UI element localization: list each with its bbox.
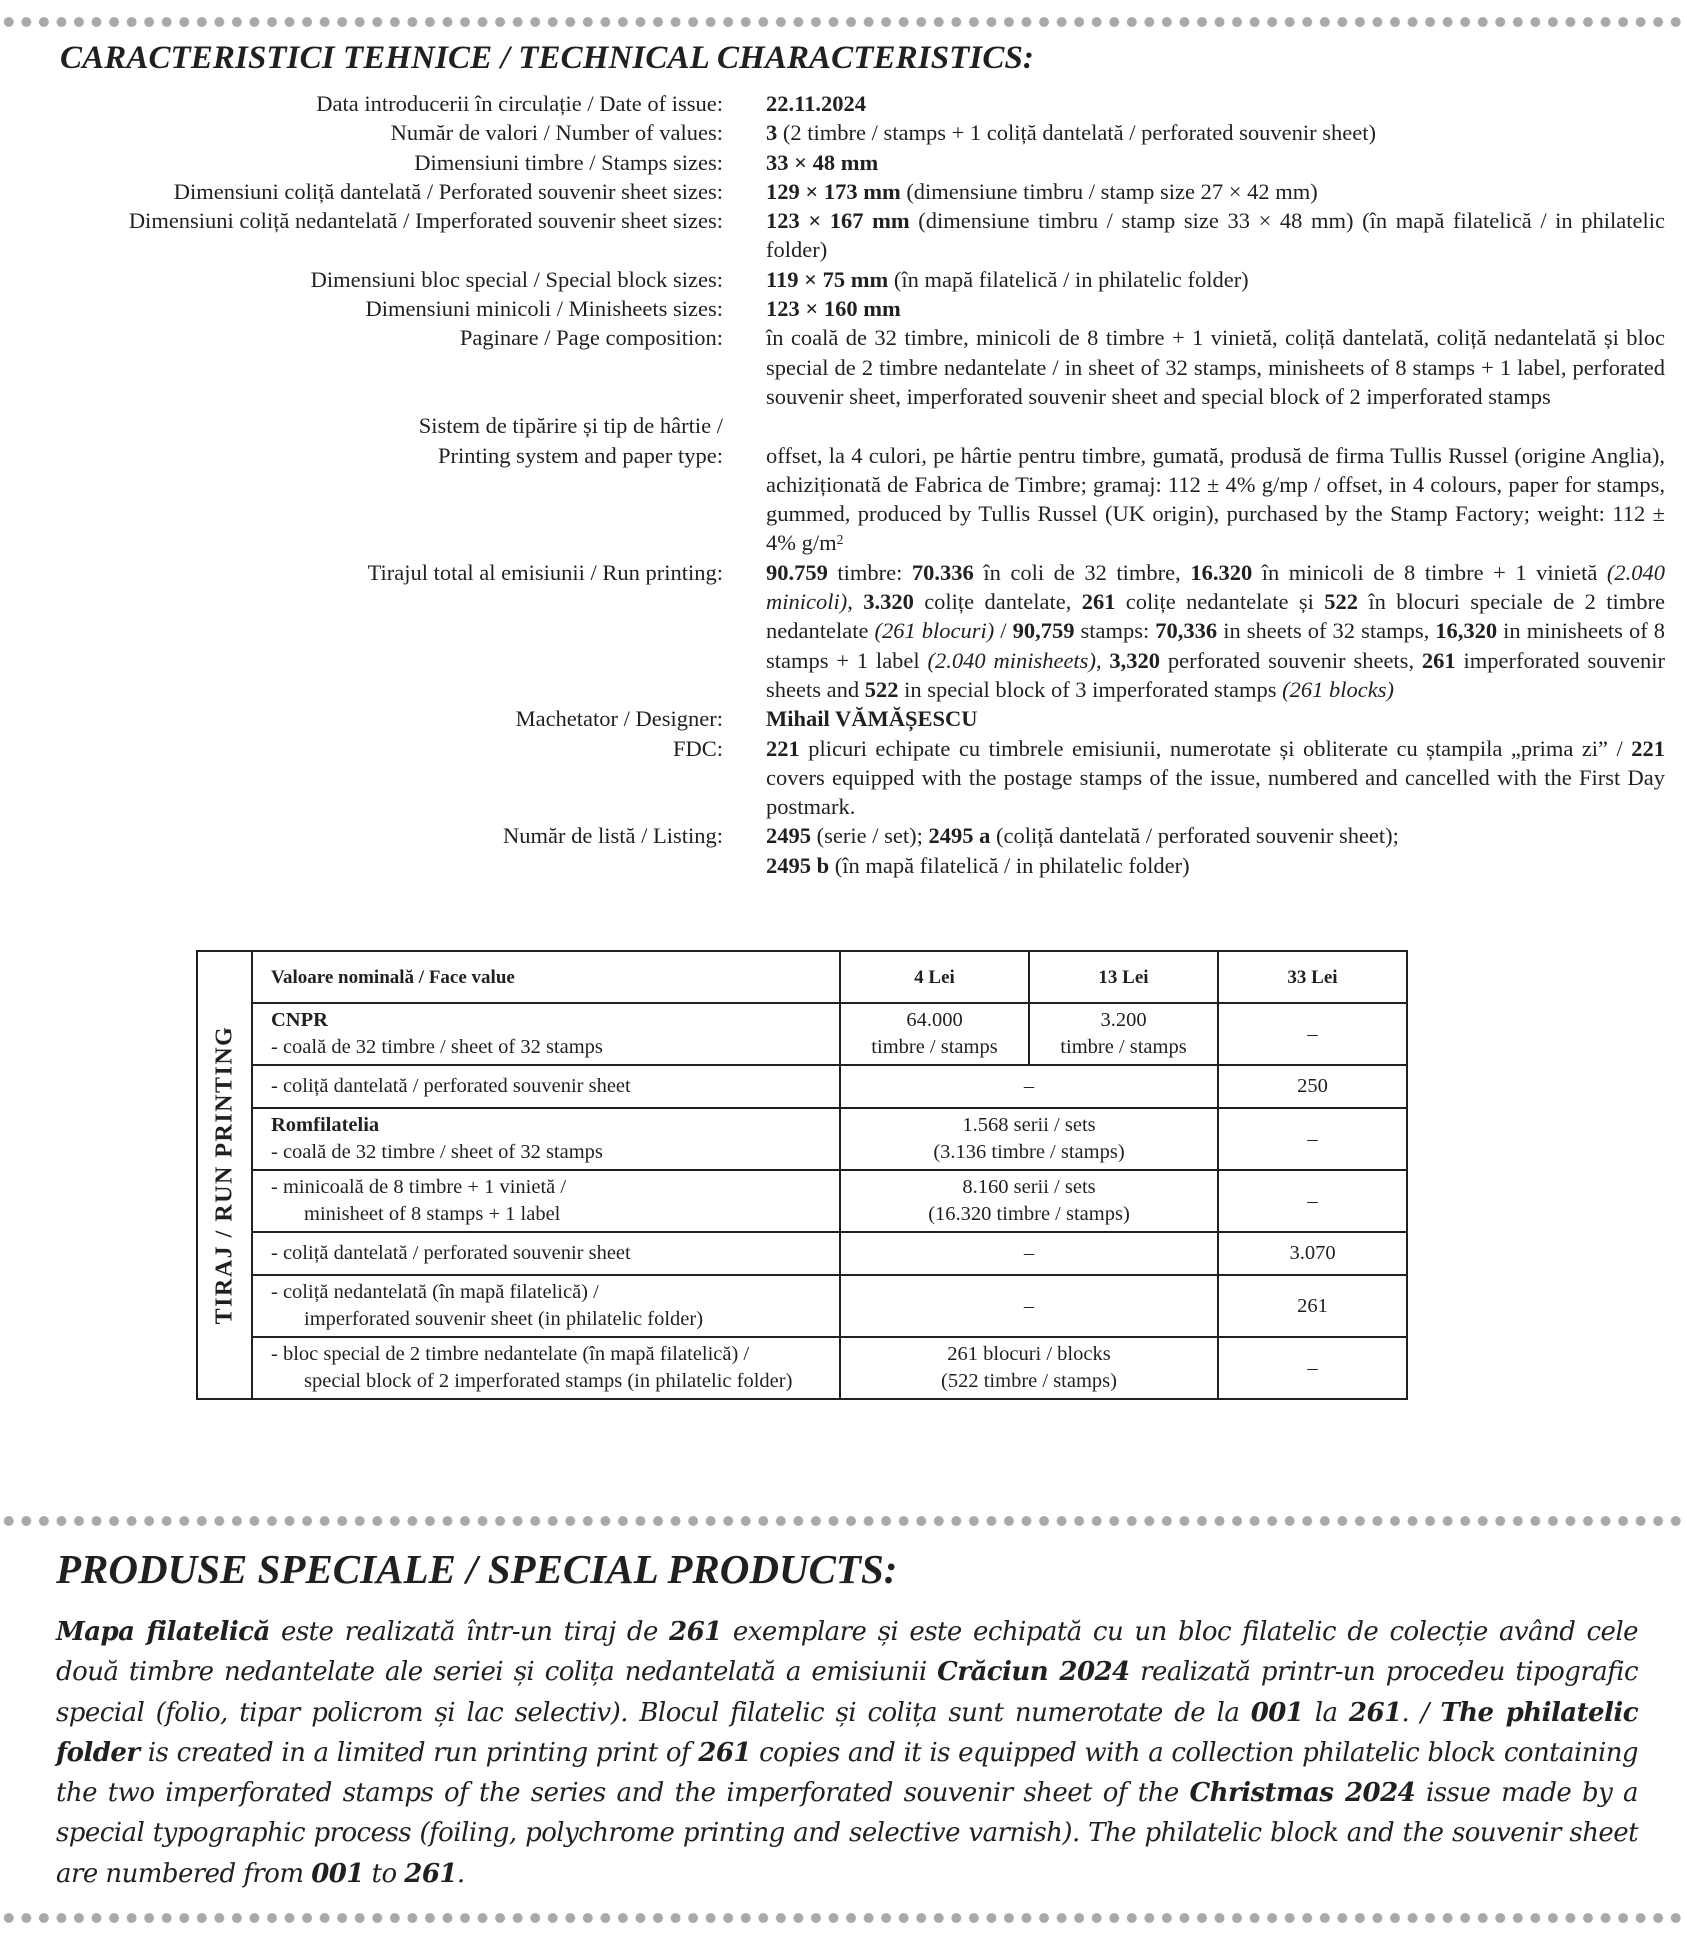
row-desc: - coliță dantelată / perforated souvenir sheet bbox=[252, 1232, 840, 1275]
spec-label-2: Printing system and paper type: bbox=[438, 442, 723, 468]
spec-value: 33 × 48 mm bbox=[766, 149, 879, 175]
para-text: la bbox=[1303, 1697, 1349, 1728]
para-text: exemplare și este echipată cu un bloc filatelic de colecție având cele două timbre nedantelate ale seriei și colița nedantelată a emisiunii bbox=[56, 1617, 1638, 1688]
run-text: 16,320 bbox=[1435, 618, 1498, 644]
cell-value: 3.070 bbox=[1218, 1232, 1407, 1275]
spec-label: Dimensiuni minicoli / Minisheets sizes: bbox=[365, 296, 723, 322]
table-row bbox=[197, 1275, 1407, 1337]
run-text: 70,336 bbox=[1155, 618, 1218, 644]
table-row bbox=[197, 1232, 1407, 1275]
cell-value: (522 timbre / stamps) bbox=[941, 1370, 1117, 1392]
spec-minisheet bbox=[0, 294, 1687, 323]
run-text: 3,320 bbox=[1109, 647, 1161, 673]
spec-value: offset, la 4 culori, pe hârtie pentru timbre, gumată, produsă de firma Tullis Russel (origine Anglia), achiziționată de Fabrica de Timbre; gramaj: 112 ± 4% g/mp / offset, in 4 colours, paper for stamps, gummed, produced by Tullis Russel (UK origin), purchased by the Stamp Factory; weight: 112 ± 4% g/m bbox=[766, 442, 1665, 556]
spec-label: Dimensiuni timbre / Stamps sizes: bbox=[414, 149, 723, 175]
spec-perf-sheet bbox=[0, 177, 1687, 206]
row-desc: - coală de 32 timbre / sheet of 32 stamps bbox=[271, 1036, 603, 1058]
spec-imperf-sheet bbox=[0, 206, 1687, 265]
special-products-title: PRODUSE SPECIALE / SPECIAL PRODUCTS: bbox=[56, 1546, 898, 1592]
spec-value: Mihail VĂMĂȘESCU bbox=[766, 706, 978, 732]
row-desc: - coliță dantelată / perforated souvenir sheet bbox=[252, 1065, 840, 1108]
listing-text: (serie / set); bbox=[811, 823, 929, 849]
para-text: 261 bbox=[698, 1737, 751, 1768]
spec-value-rest: (2 timbre / stamps + 1 coliță dantelată / perforated souvenir sheet) bbox=[777, 120, 1376, 146]
row-group-title: Romfilatelia bbox=[271, 1114, 380, 1136]
para-text: is created in a limited run printing print of bbox=[139, 1737, 699, 1768]
run-text: in special block of 3 imperforated stamps bbox=[898, 676, 1283, 702]
spec-label: Număr de listă / Listing: bbox=[503, 823, 723, 849]
para-text: 001 bbox=[1250, 1697, 1304, 1728]
spec-value-rest: (în mapă filatelică / in philatelic folder) bbox=[888, 266, 1249, 292]
cell-value: 8.160 serii / sets bbox=[962, 1176, 1096, 1198]
row-desc: - minicoală de 8 timbre + 1 vinietă / bbox=[271, 1176, 567, 1198]
para-text: 001 bbox=[311, 1858, 364, 1889]
table-header-row bbox=[197, 951, 1407, 1003]
dotted-divider-middle bbox=[0, 1515, 1687, 1527]
spec-value: 22.11.2024 bbox=[766, 91, 867, 116]
header-4-lei: 4 Lei bbox=[840, 951, 1029, 1003]
spec-value bbox=[766, 558, 1665, 704]
run-text: colițe dantelate, bbox=[913, 589, 1082, 615]
run-text: în coli de 32 timbre, bbox=[973, 559, 1191, 585]
spec-fdc bbox=[0, 734, 1687, 822]
cell-value: timbre / stamps bbox=[871, 1036, 998, 1058]
side-label-cell bbox=[197, 951, 252, 1399]
cell-value: – bbox=[1218, 1108, 1407, 1170]
listing-text: 2495 bbox=[766, 823, 811, 849]
listing-text: (în mapă filatelică / in philatelic folder) bbox=[829, 852, 1190, 878]
run-text: (2.040 minicoli) bbox=[766, 559, 1665, 615]
para-text: 261 bbox=[1348, 1697, 1402, 1728]
run-text: , bbox=[1095, 647, 1110, 673]
run-text: în minicoli de 8 timbre + 1 vinietă bbox=[1252, 559, 1607, 585]
cell-value: (3.136 timbre / stamps) bbox=[933, 1141, 1125, 1163]
spec-label: Paginare / Page composition: bbox=[459, 325, 723, 351]
para-text: realizată printr-un procedeu tipografic special (folio, tipar policrom și lac selectiv). Blocul filatelic și colița sunt numerotate de la bbox=[56, 1657, 1638, 1728]
table-row bbox=[197, 1170, 1407, 1232]
row-desc: - coală de 32 timbre / sheet of 32 stamps bbox=[271, 1141, 603, 1163]
special-products-paragraph bbox=[56, 1612, 1638, 1894]
run-text: imperforated souvenir sheets and bbox=[766, 647, 1665, 702]
row-desc-2: imperforated souvenir sheet (in philatelic folder) bbox=[304, 1308, 704, 1330]
spec-run bbox=[0, 558, 1687, 704]
spec-label: Machetator / Designer: bbox=[515, 706, 723, 732]
listing-text: 2495 b bbox=[766, 852, 830, 878]
cell-value: – bbox=[840, 1232, 1218, 1275]
spec-value-rest: (dimensiune timbru / stamp size 27 × 42 mm) bbox=[900, 178, 1318, 204]
run-text: in minisheets of 8 stamps + 1 label bbox=[766, 618, 1666, 673]
table-row bbox=[197, 1003, 1407, 1065]
run-text: (261 blocuri) bbox=[874, 618, 995, 644]
spec-label: Număr de valori / Number of values: bbox=[390, 120, 723, 146]
spec-value: 123 × 160 mm bbox=[766, 296, 901, 322]
para-text: to bbox=[363, 1858, 405, 1889]
cell-value: – bbox=[1218, 1003, 1407, 1065]
cell-value: – bbox=[840, 1275, 1218, 1337]
cell-value: 3.200 bbox=[1100, 1009, 1147, 1031]
cell-value: 1.568 serii / sets bbox=[962, 1114, 1096, 1136]
run-text: în blocuri speciale de 2 timbre nedantelate bbox=[766, 589, 1665, 644]
cell-value: 64.000 bbox=[906, 1009, 963, 1031]
run-text: , bbox=[847, 589, 864, 615]
run-text: timbre: bbox=[827, 559, 912, 585]
spec-value: în coală de 32 timbre, minicoli de 8 timbre + 1 vinietă, coliță dantelată, coliță nedantelată și bloc special de 2 timbre nedantelate / in sheet of 32 stamps, minisheets of 8 stamps + 1 label, perforated souvenir sheet, imperforated souvenir sheet and special block of 2 imperforated stamps bbox=[766, 325, 1665, 409]
spec-date bbox=[0, 89, 1687, 118]
para-text: 261 bbox=[404, 1858, 457, 1889]
run-text: 522 bbox=[1324, 589, 1358, 615]
run-text: 70.336 bbox=[911, 559, 974, 585]
row-desc-2: minisheet of 8 stamps + 1 label bbox=[304, 1203, 561, 1225]
specs-list bbox=[0, 89, 1687, 880]
cell-value: 261 bbox=[1218, 1275, 1407, 1337]
spec-value: 129 × 173 mm bbox=[766, 178, 901, 204]
para-text: 261 bbox=[669, 1617, 722, 1647]
spec-label: Sistem de tipărire și tip de hârtie / bbox=[418, 413, 723, 439]
spec-value: 119 × 75 mm bbox=[766, 266, 889, 292]
cell-value: – bbox=[840, 1065, 1218, 1108]
listing-text: (coliță dantelată / perforated souvenir sheet); bbox=[990, 823, 1399, 849]
spec-label: Dimensiuni coliță nedantelată / Imperforated souvenir sheet sizes: bbox=[128, 208, 723, 234]
cell-value: 261 blocuri / blocks bbox=[947, 1343, 1111, 1365]
table-row bbox=[197, 1065, 1407, 1108]
spec-value: 123 × 167 mm bbox=[766, 208, 910, 234]
run-printing-table-wrap bbox=[196, 950, 1408, 1400]
technical-characteristics-title: CARACTERISTICI TEHNICE / TECHNICAL CHARACTERISTICS: bbox=[60, 40, 1035, 76]
run-text: 261 bbox=[1421, 647, 1456, 673]
spec-stamp-size bbox=[0, 148, 1687, 177]
spec-label: FDC: bbox=[672, 735, 723, 761]
row-desc: - coliță nedantelată (în mapă filatelică) / bbox=[271, 1281, 599, 1303]
fdc-text: plicuri echipate cu timbrele emisiunii, numerotate și obliterate cu ștampila „prima zi” / bbox=[799, 735, 1632, 761]
dotted-divider-bottom bbox=[0, 1912, 1687, 1924]
header-face-value: Valoare nominală / Face value bbox=[252, 951, 840, 1003]
spec-value-rest: (dimensiune timbru / stamp size 33 × 48 mm) (în mapă filatelică / in philatelic folder) bbox=[766, 208, 1666, 263]
para-text: Christmas 2024 bbox=[1189, 1778, 1416, 1809]
para-text: este realizată într-un tiraj de bbox=[269, 1617, 670, 1647]
spec-value bbox=[766, 734, 1665, 822]
run-text: stamps: bbox=[1074, 618, 1156, 644]
spec-value bbox=[766, 821, 1665, 880]
spec-listing bbox=[0, 821, 1687, 880]
fdc-text: 221 bbox=[1631, 735, 1665, 761]
cell-value: (16.320 timbre / stamps) bbox=[928, 1203, 1130, 1225]
run-text: 522 bbox=[864, 676, 899, 702]
spec-label: Dimensiuni bloc special / Special block sizes: bbox=[310, 266, 723, 292]
run-text: (261 blocks) bbox=[1282, 676, 1394, 702]
cell-value: – bbox=[1218, 1337, 1407, 1399]
spec-value: 3 bbox=[766, 120, 778, 146]
para-text: issue made by a special typographic process (foiling, polychrome printing and selective varnish). The philatelic block and the souvenir sheet are numbered from bbox=[56, 1778, 1638, 1889]
cell-value: timbre / stamps bbox=[1060, 1036, 1187, 1058]
side-label: TIRAJ / RUN PRINTING bbox=[211, 1025, 237, 1325]
cell-value: 250 bbox=[1218, 1065, 1407, 1108]
spec-block bbox=[0, 265, 1687, 294]
dotted-divider-top bbox=[0, 16, 1687, 28]
row-desc-2: special block of 2 imperforated stamps (in philatelic folder) bbox=[304, 1370, 793, 1392]
run-text: / bbox=[994, 618, 1013, 644]
run-text: 261 bbox=[1081, 589, 1116, 615]
row-desc: - bloc special de 2 timbre nedantelate (în mapă filatelică) / bbox=[271, 1343, 750, 1365]
spec-label: Data introducerii în circulație / Date of issue: bbox=[316, 91, 723, 116]
run-text: 3.320 bbox=[863, 589, 914, 615]
run-text: (2.040 minisheets) bbox=[927, 647, 1096, 673]
fdc-text: 221 bbox=[766, 735, 800, 761]
para-text: The philatelic folder bbox=[56, 1697, 1638, 1768]
run-printing-table bbox=[196, 950, 1408, 1400]
table-row bbox=[197, 1108, 1407, 1170]
header-13-lei: 13 Lei bbox=[1029, 951, 1218, 1003]
row-group-title: CNPR bbox=[271, 1009, 328, 1031]
fdc-text: covers equipped with the postage stamps of the issue, numbered and cancelled with the First Day postmark. bbox=[766, 764, 1665, 820]
para-text: . / bbox=[1401, 1697, 1441, 1728]
spec-page bbox=[0, 323, 1687, 411]
spec-designer bbox=[0, 704, 1687, 733]
superscript: 2 bbox=[836, 531, 844, 547]
spec-label: Dimensiuni coliță dantelată / Perforated souvenir sheet sizes: bbox=[173, 178, 723, 204]
run-text: 16.320 bbox=[1190, 559, 1253, 585]
para-text: Crăciun 2024 bbox=[937, 1657, 1130, 1688]
cell-value: – bbox=[1218, 1170, 1407, 1232]
header-33-lei: 33 Lei bbox=[1218, 951, 1407, 1003]
table-row bbox=[197, 1337, 1407, 1399]
para-text: Mapa filatelică bbox=[56, 1617, 270, 1647]
run-text: colițe nedantelate și bbox=[1115, 589, 1325, 615]
listing-text: 2495 a bbox=[928, 823, 991, 849]
run-text: 90.759 bbox=[766, 559, 828, 585]
run-text: perforated souvenir sheets, bbox=[1160, 647, 1422, 673]
run-text: 90,759 bbox=[1012, 618, 1075, 644]
para-text: copies and it is equipped with a collection philatelic block containing the two imperforated stamps of the series and the imperforated souvenir sheet of the bbox=[56, 1737, 1638, 1809]
spec-values bbox=[0, 118, 1687, 147]
spec-printing bbox=[0, 411, 1687, 557]
para-text: . bbox=[456, 1858, 465, 1889]
run-text: in sheets of 32 stamps, bbox=[1217, 618, 1436, 644]
spec-label: Tirajul total al emisiunii / Run printing: bbox=[367, 559, 723, 585]
